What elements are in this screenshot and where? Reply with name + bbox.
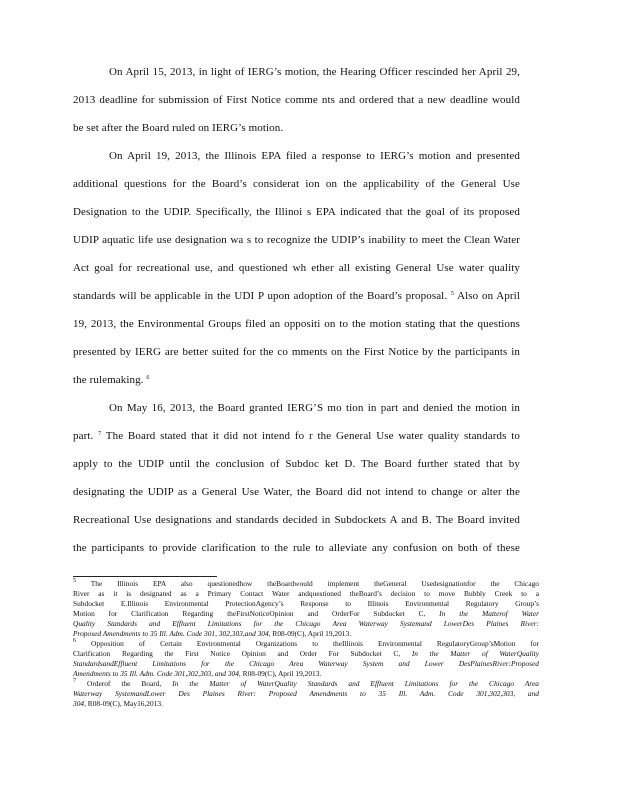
body-line: Recreational Use designations and standards decided in Subdockets A and B. The Board invited	[73, 514, 520, 526]
footnote-line	[73, 699, 539, 709]
footnote-line	[73, 629, 539, 639]
footnote-6	[73, 639, 539, 679]
footnote-ref: 5	[450, 291, 454, 297]
footnote-line	[73, 679, 539, 689]
case-title-text: In the Matterof Water	[439, 609, 539, 618]
body-text	[73, 58, 520, 562]
footnote-ref: 6	[146, 375, 150, 381]
footnote-line	[73, 689, 539, 699]
footnote-text: R08-09(C), April 19,2013.	[242, 669, 322, 678]
case-title-text: In the Matter of WaterQuality	[411, 649, 539, 658]
body-line: Designation to the UDIP. Specifically, the Illinoi s EPA indicated that the goal of its proposed	[73, 206, 520, 218]
footnote-number: 7	[73, 678, 76, 684]
footnote-text: R08-09(C), April 19,2013.	[272, 629, 352, 638]
footnote-7	[73, 679, 539, 709]
body-line: On April 15, 2013, in light of IERG’s motion, the Hearing Officer rescinded her April 29,	[109, 66, 520, 78]
case-title-text: Proposed Amendments to 35 Ill. Adm. Code 301, 302,303,and 304,	[73, 629, 271, 638]
footnote-text: Opposition of Certain Environmental Organizations to theIllinois Environmental RegulatoryGroup’sMotion for	[91, 639, 539, 648]
body-line: the participants to provide clarification to the rule to alleviate any confusion on both of these	[73, 542, 520, 554]
footnote-ref: 7	[98, 431, 102, 437]
body-line: On May 16, 2013, the Board granted IERG’S mo tion in part and denied the motion in	[109, 402, 520, 414]
body-line	[73, 366, 520, 394]
body-line: UDIP aquatic life use designation wa s to recognize the UDIP’s inability to meet the Clean Water	[73, 234, 520, 246]
body-line-text: standards will be applicable in the UDI P upon adoption of the Board’s proposal.	[73, 290, 448, 302]
footnote-line	[73, 659, 539, 669]
footnote-number: 5	[73, 578, 76, 584]
footnote-text: Motion for Clarification Regarding theFirstNoticeOpinion and OrderFor Subdocket C,	[73, 609, 426, 618]
footnote-text: The Illinois EPA also questionedhow theBoardwould implement theGeneral Usedesignationfor the Chicago	[90, 579, 540, 588]
case-title-text: 304,	[73, 699, 86, 708]
body-line: apply to the UDIP until the conclusion of Subdoc ket D. The Board further stated that by	[73, 458, 520, 470]
footnote-5	[73, 579, 539, 639]
body-line	[73, 282, 520, 310]
case-title-text: Quality Standards and Effluent Limitations for the Chicago Area Waterway Systemand LowerDes Plaines River:	[73, 619, 539, 628]
case-title-text: Amendments to 35 Ill. Adm. Code 301,302,303, and 304,	[73, 669, 241, 678]
footnote-separator	[73, 576, 217, 577]
footnote-text: Clarification Regarding the First Notice Opinion and Order For Subdocket C,	[73, 649, 401, 658]
footnote-line	[73, 609, 539, 619]
body-line: Act goal for recreational use, and questioned wh ether all existing General Use water quality	[73, 262, 520, 274]
body-line: be set after the Board ruled on IERG’s motion.	[73, 122, 284, 134]
case-title-text: StandardsandEffluent Limitations for the Chicago Area Waterway System and Lower DesPlainesRiver:Proposed	[73, 659, 539, 668]
footnote-line	[73, 669, 539, 679]
body-line: designating the UDIP as a General Use Water, the Board did not intend to change or alter the	[73, 486, 520, 498]
footnote-line	[73, 639, 539, 649]
case-title-text: Waterway SystemandLower Des Plaines River: Proposed Amendments to 35 Ill. Adm. Code 301,302,303, and	[73, 689, 539, 698]
body-line-text: The Board stated that it did not intend fo r the General Use water quality standards to	[105, 430, 520, 442]
body-line-text: the rulemaking.	[73, 374, 144, 386]
footnote-line	[73, 649, 539, 659]
body-line: On April 19, 2013, the Illinois EPA filed a response to IERG’s motion and presented	[109, 150, 520, 162]
footnote-text: R08-09(C), May16,2013.	[87, 699, 163, 708]
footnote-text: Orderof the Board,	[86, 679, 162, 688]
footnotes	[73, 579, 539, 709]
footnote-line	[73, 579, 539, 589]
footnote-line: River as it is designated as a Primary Contact Water andquestioned theBoard’s decision to move Bubbly Creek to a	[73, 589, 539, 598]
body-line	[73, 422, 520, 450]
case-title-text: In the Matter of WaterQuality Standards and Effluent Limitations for the Chicago Area	[172, 679, 540, 688]
body-line-text: Also on April	[457, 290, 520, 302]
body-line: additional questions for the Board’s considerat ion on the applicability of the General Use	[73, 178, 520, 190]
body-line: 2013 deadline for submission of First Notice comme nts and ordered that a new deadline would	[73, 94, 520, 106]
body-line-text: part.	[73, 430, 94, 442]
footnote-line	[73, 619, 539, 629]
body-line: 19, 2013, the Environmental Groups filed an oppositi on to the motion stating that the questions	[73, 318, 520, 330]
body-line: presented by IERG are better suited for the co mments on the First Notice by the participants in	[73, 346, 520, 358]
footnote-line: Subdocket E.Illinois Environmental ProtectionAgency’s Response to Illinois Environmental Regulatory Group’s	[73, 599, 539, 608]
footnote-number: 6	[73, 638, 76, 644]
